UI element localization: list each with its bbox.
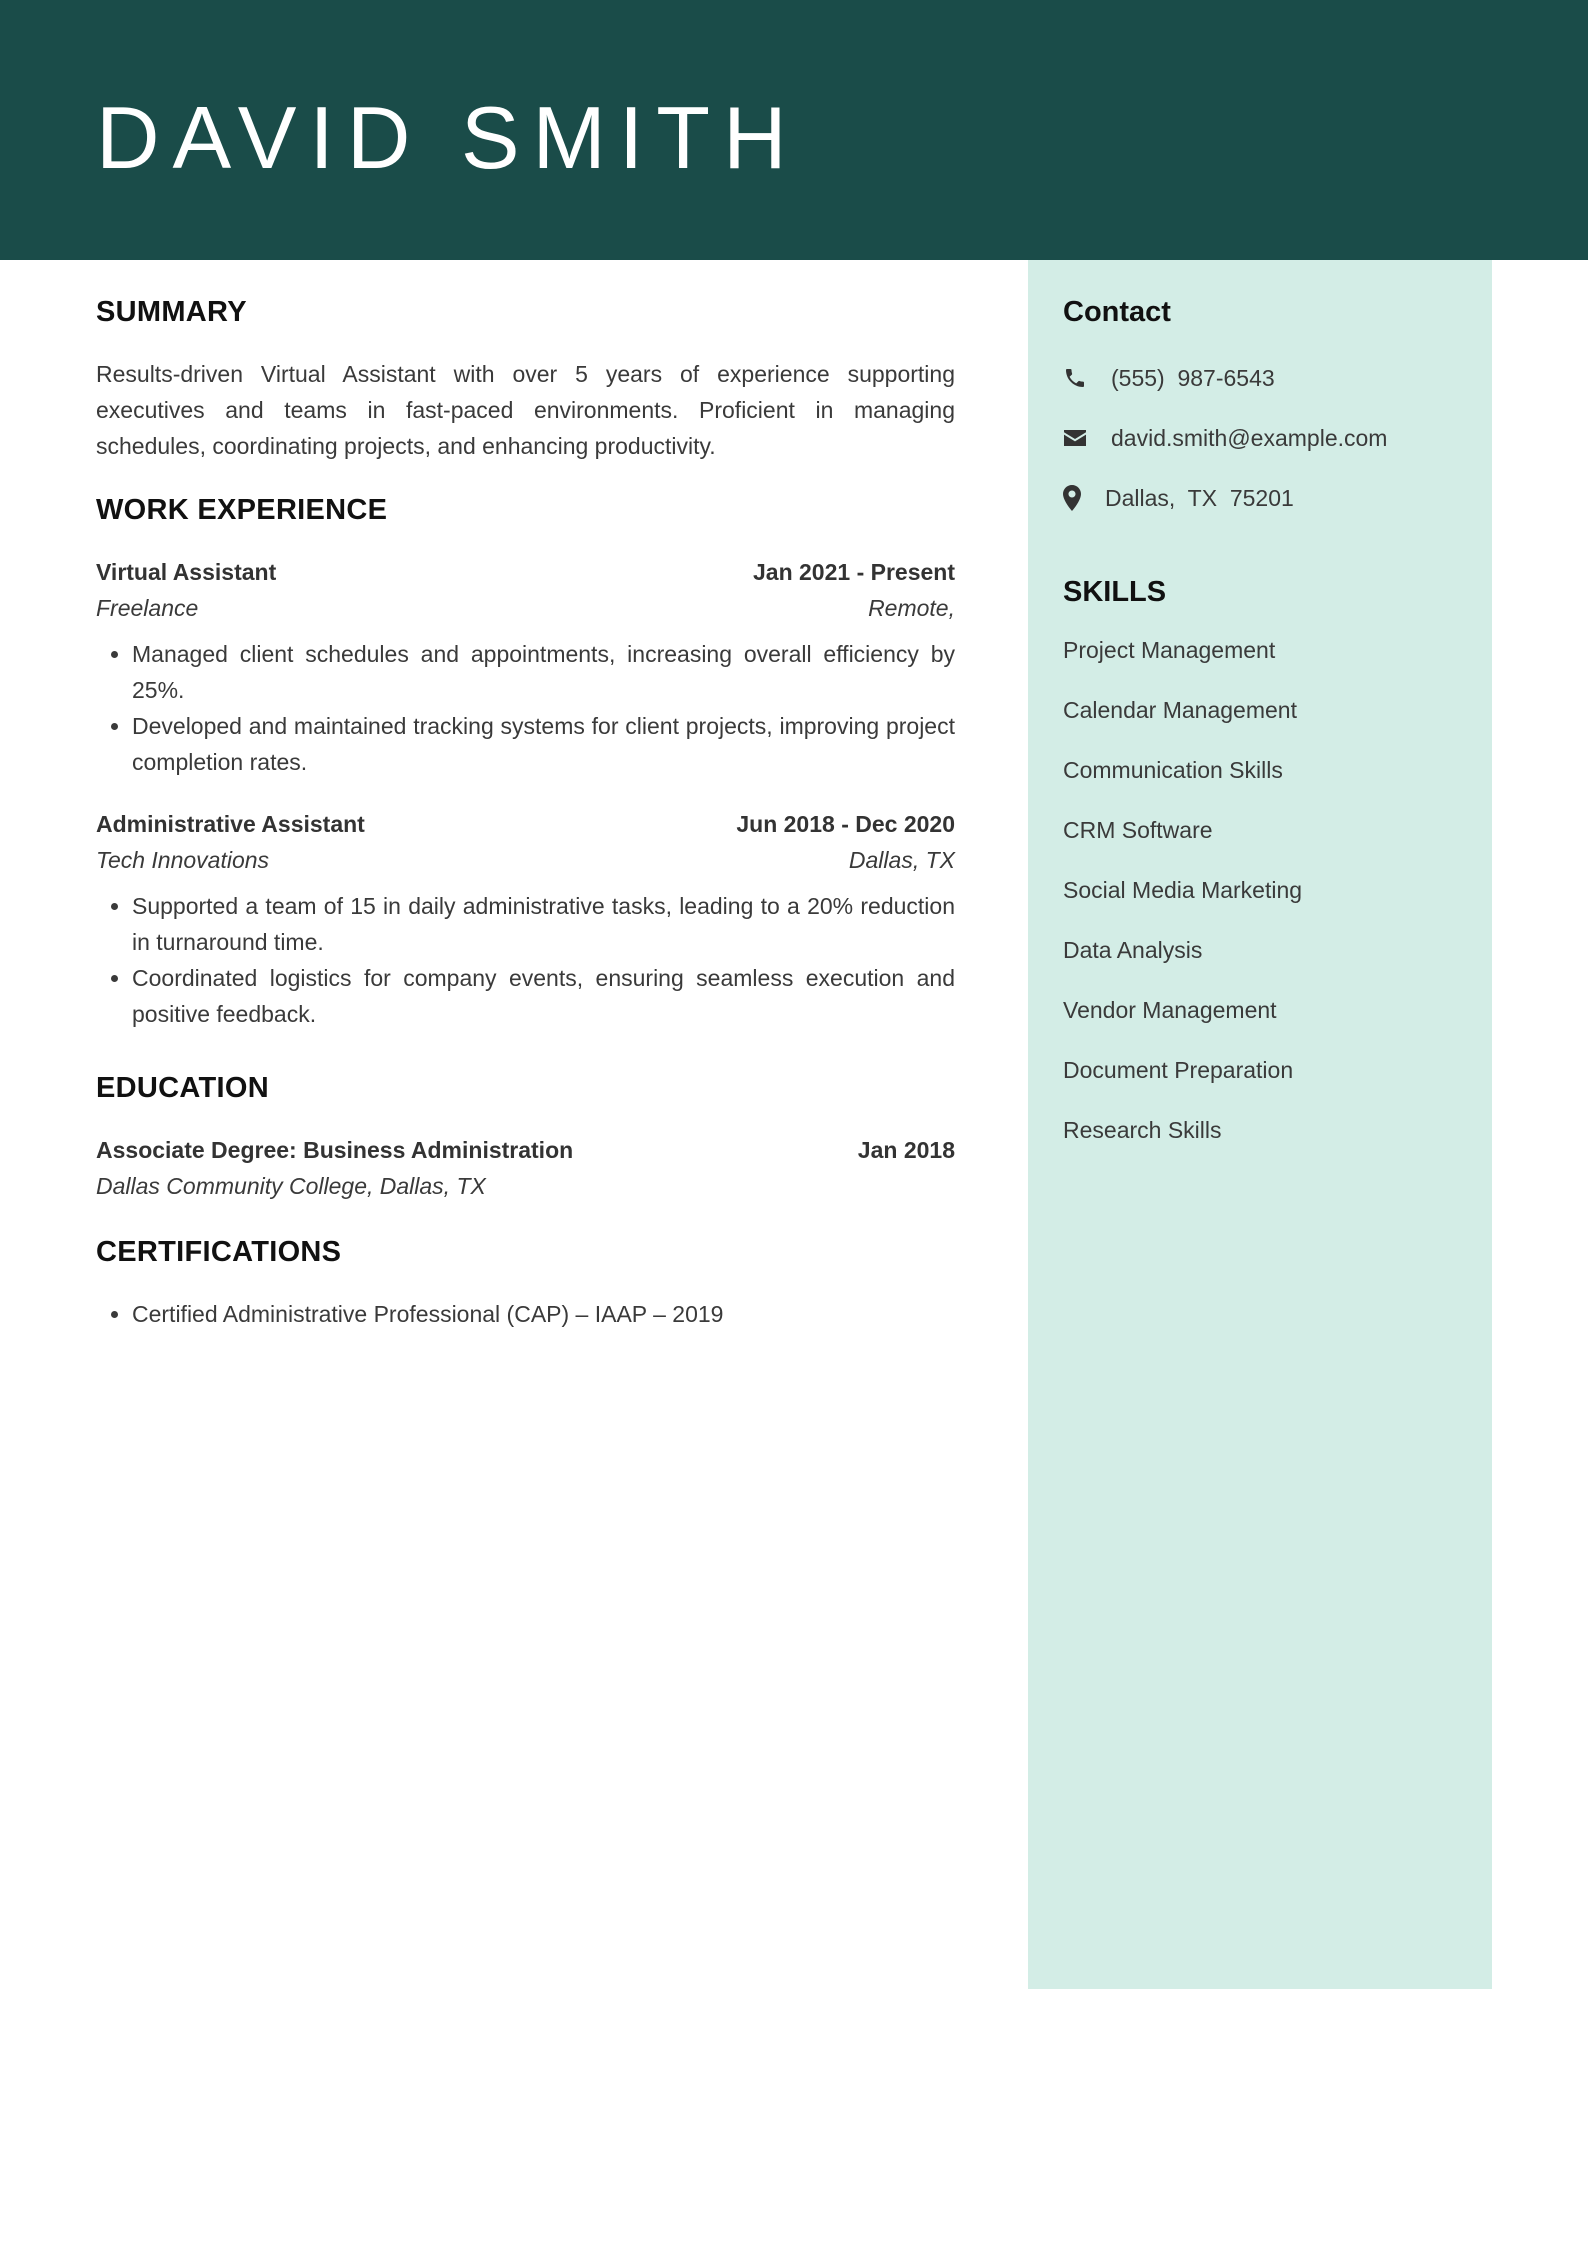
contact-email[interactable] — [1063, 420, 1473, 456]
skill-item: CRM Software — [1063, 817, 1213, 843]
contact-title: Contact — [1063, 296, 1171, 328]
job-dates: Jun 2018 - Dec 2020 — [736, 811, 955, 837]
bullet-item: • Coordinated logistics for company events, ensuring seamless execution and positive feedback. — [132, 960, 955, 1032]
job-entry — [96, 806, 955, 1032]
skill-item: Research Skills — [1063, 1117, 1222, 1143]
skills-title: SKILLS — [1063, 576, 1167, 608]
skill-item: Project Management — [1063, 637, 1276, 663]
email-text: david.smith@example.com — [1111, 424, 1388, 451]
summary-title: SUMMARY — [96, 296, 247, 328]
certification-item: • Certified Administrative Professional (CAP) – IAAP – 2019 — [132, 1296, 955, 1332]
sidebar — [1028, 260, 1492, 1989]
bullet-item: • Managed client schedules and appointments, increasing overall efficiency by 25%. — [132, 636, 955, 708]
job-location: Dallas, TX — [848, 847, 955, 873]
summary-text: Results-driven Virtual Assistant with over 5 years of experience supporting executives and teams in fast-paced environments. Proficient in managing schedules, coordinating projects, and enhancing productivity. — [96, 361, 955, 459]
header-banner — [0, 0, 1588, 260]
job-entry — [96, 554, 955, 780]
job-bullets — [96, 888, 955, 1032]
certifications-title: CERTIFICATIONS — [96, 1236, 342, 1268]
skill-item: Document Preparation — [1063, 1057, 1294, 1083]
job-bullets — [96, 636, 955, 780]
education-title: EDUCATION — [96, 1072, 269, 1104]
bullet-item: • Supported a team of 15 in daily administrative tasks, leading to a 20% reduction in turnaround time. — [132, 888, 955, 960]
job-dates: Jan 2021 - Present — [752, 559, 955, 585]
contact-phone[interactable] — [1063, 360, 1473, 396]
summary-section — [96, 290, 955, 464]
main-column — [96, 290, 955, 1332]
job-company: Tech Innovations — [96, 847, 270, 873]
candidate-name: DAVID SMITH — [96, 88, 800, 187]
certifications-section — [96, 1230, 955, 1332]
job-role: Administrative Assistant — [96, 811, 365, 837]
envelope-icon — [1063, 428, 1111, 448]
job-role: Virtual Assistant — [96, 559, 277, 585]
phone-icon — [1063, 366, 1111, 390]
skill-item: Vendor Management — [1063, 997, 1277, 1023]
education-entry — [96, 1132, 955, 1204]
skill-item: Data Analysis — [1063, 937, 1203, 963]
job-company: Freelance — [96, 595, 199, 621]
skill-item: Calendar Management — [1063, 697, 1297, 723]
bullet-item: • Developed and maintained tracking systems for client projects, improving project completion rates. — [132, 708, 955, 780]
education-section — [96, 1066, 955, 1204]
experience-title: WORK EXPERIENCE — [96, 494, 388, 526]
location-text: Dallas, TX 75201 — [1105, 484, 1294, 511]
contact-location — [1063, 480, 1473, 516]
certification-list — [96, 1296, 955, 1332]
school: Dallas Community College, Dallas, TX — [96, 1173, 486, 1199]
degree: Associate Degree: Business Administration — [96, 1137, 574, 1163]
skills-list — [1063, 632, 1473, 1148]
education-date: Jan 2018 — [857, 1137, 955, 1163]
map-pin-icon — [1063, 485, 1105, 511]
skill-item: Social Media Marketing — [1063, 877, 1303, 903]
job-location: Remote, — [868, 595, 955, 621]
skill-item: Communication Skills — [1063, 757, 1283, 783]
experience-section — [96, 488, 955, 1032]
phone-text: (555) 987-6543 — [1111, 364, 1275, 391]
